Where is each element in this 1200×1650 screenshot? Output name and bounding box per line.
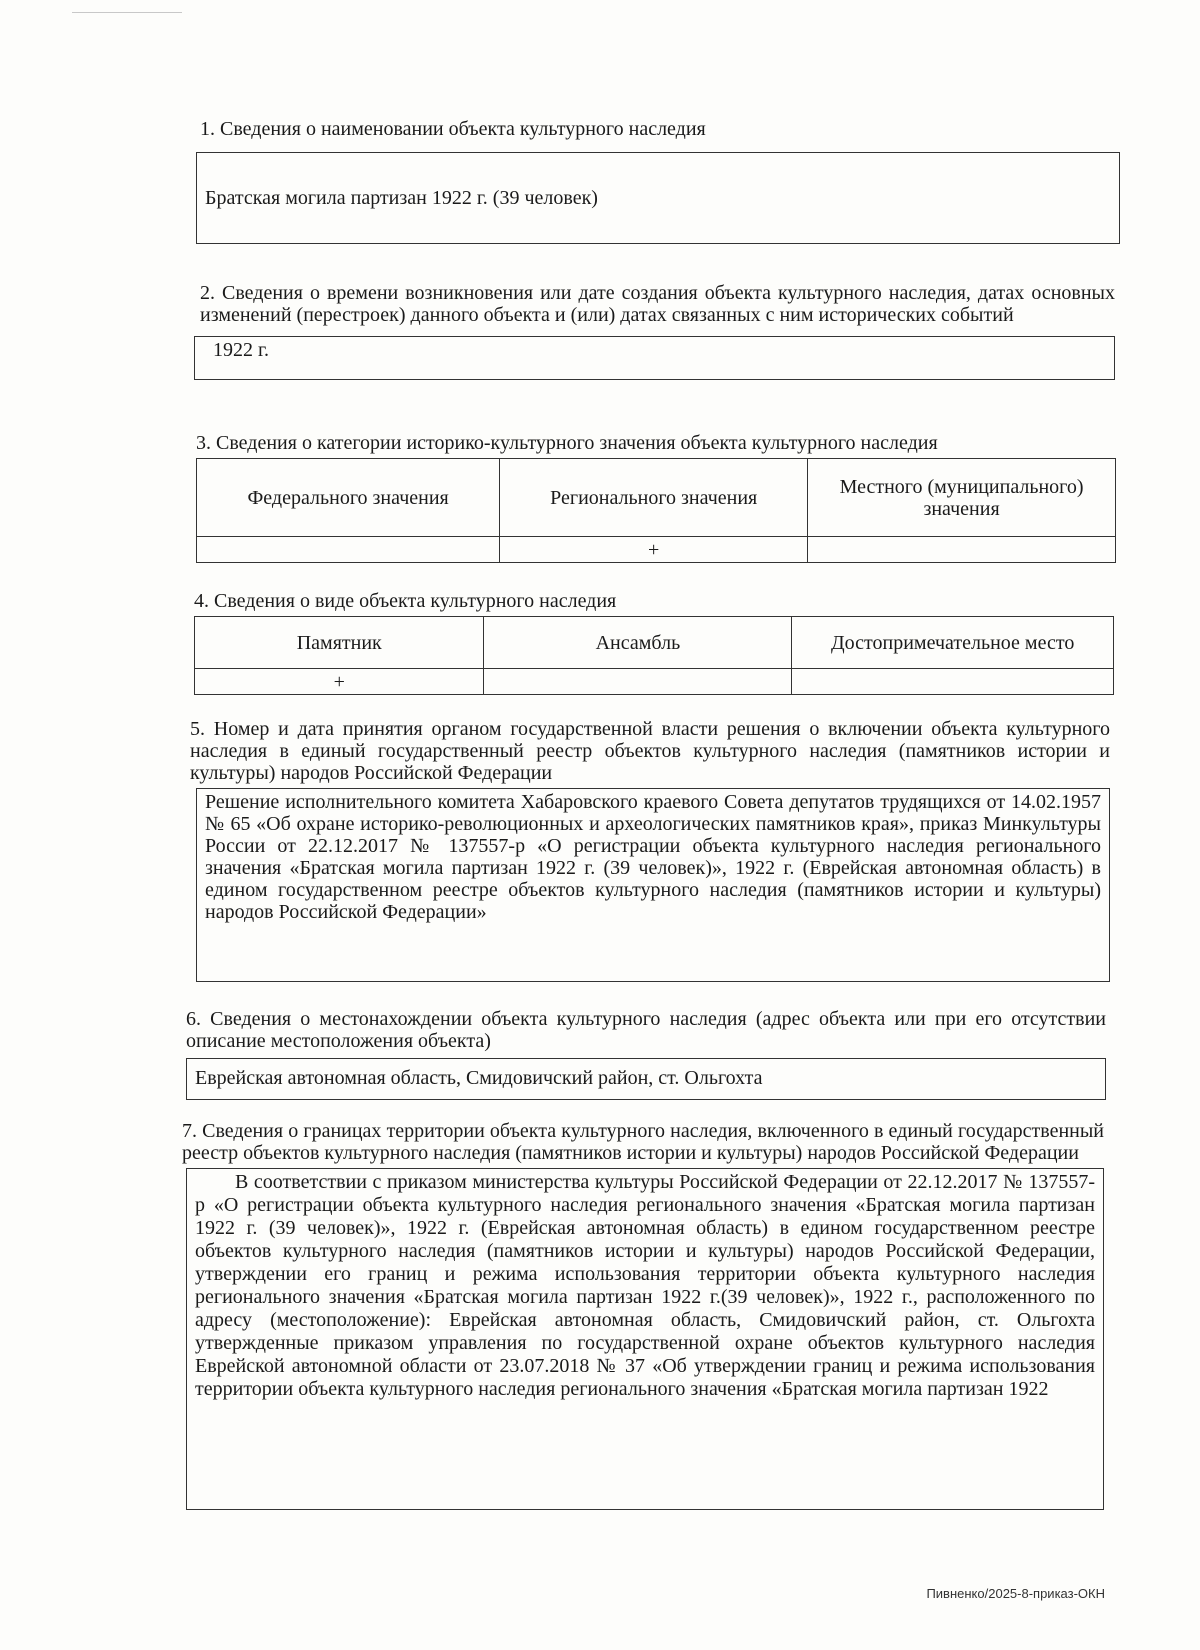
section-1 bbox=[200, 118, 1120, 244]
object-name: Братская могила партизан 1922 г. (39 человек) bbox=[205, 187, 598, 209]
section-1-name-box bbox=[196, 152, 1120, 244]
section-7-title: 7. Сведения о границах территории объекта культурного наследия, включенного в единый государственный реестр объектов культурного наследия (памятников истории и культуры) народов Российской Федерации bbox=[182, 1120, 1104, 1164]
object-address: Еврейская автономная область, Смидовичский район, ст. Ольгохта bbox=[195, 1067, 763, 1089]
mark-regional: + bbox=[500, 537, 808, 563]
object-type-table bbox=[194, 616, 1114, 695]
scan-artifact-line bbox=[72, 12, 182, 13]
section-2 bbox=[200, 282, 1115, 380]
section-3-title: 3. Сведения о категории историко-культурного значения объекта культурного наследия bbox=[196, 432, 938, 454]
mark-local bbox=[808, 537, 1116, 563]
section-5-title: 5. Номер и дата принятия органом государственной власти решения о включении объекта культурного наследия в единый государственный реестр объектов культурного наследия (памятников истории и культуры) народов Российской Федерации bbox=[190, 718, 1110, 784]
section-6 bbox=[186, 1008, 1106, 1100]
significance-table bbox=[196, 458, 1116, 563]
mark-ensemble bbox=[484, 669, 792, 695]
header-regional: Регионального значения bbox=[500, 459, 808, 537]
header-landmark: Достопримечательное место bbox=[792, 617, 1114, 669]
section-4-title: 4. Сведения о виде объекта культурного наследия bbox=[194, 590, 617, 612]
mark-federal bbox=[197, 537, 500, 563]
mark-monument: + bbox=[195, 669, 484, 695]
section-4 bbox=[194, 590, 1114, 695]
section-7-boundaries-box bbox=[186, 1168, 1104, 1510]
header-local: Местного (муниципального) значения bbox=[808, 459, 1116, 537]
section-6-title: 6. Сведения о местонахождении объекта культурного наследия (адрес объекта или при его отсутствии описание местоположения объекта) bbox=[186, 1008, 1106, 1052]
section-7 bbox=[182, 1120, 1104, 1510]
section-2-title: 2. Сведения о времени возникновения или дате создания объекта культурного наследия, датах основных изменений (перестроек) данного объекта и (или) датах связанных с ним исторических событий bbox=[200, 282, 1115, 326]
section-6-address-box bbox=[186, 1058, 1106, 1100]
section-5 bbox=[190, 718, 1110, 982]
section-2-date-box bbox=[194, 336, 1115, 380]
section-5-decision-box bbox=[196, 788, 1110, 982]
section-1-title: 1. Сведения о наименовании объекта культурного наследия bbox=[200, 118, 706, 140]
header-federal: Федерального значения bbox=[197, 459, 500, 537]
header-monument: Памятник bbox=[195, 617, 484, 669]
header-ensemble: Ансамбль bbox=[484, 617, 792, 669]
creation-date: 1922 г. bbox=[213, 339, 269, 361]
section-3 bbox=[196, 432, 1116, 563]
document-footer: Пивненко/2025-8-приказ-ОКН bbox=[926, 1586, 1105, 1601]
mark-landmark bbox=[792, 669, 1114, 695]
registry-decision: Решение исполнительного комитета Хабаровского краевого Совета депутатов трудящихся от 14.02.1957 № 65 «Об охране историко-революционных и археологических памятников края», приказ Минкультуры России от 22.12.2017 № 137557-р «О регистрации объекта культурного наследия регионального значения «Братская могила партизан 1922 г. (39 человек)», 1922 г. (Еврейская автономная область) в едином государственном реестре объектов культурного наследия (памятников истории и культуры) народов Российской Федерации» bbox=[205, 791, 1101, 923]
territory-boundaries: В соответствии с приказом министерства культуры Российской Федерации от 22.12.2017 № 137557-р «О регистрации объекта культурного наследия регионального значения «Братская могила партизан 1922 г. (39 человек)», 1922 г. (Еврейская автономная область) в едином государственном реестре объектов культурного наследия (памятников истории и культуры) народов Российской Федерации, утверждении его границ и режима использования территории объекта культурного наследия регионального значения «Братская могила партизан 1922 г.(39 человек)», 1922 г., расположенного по адресу (местоположение): Еврейская автономная область, Смидовичский район, ст. Ольгохта утвержденные приказом управления по государственной охране объектов культурного наследия Еврейской автономной области от 23.07.2018 № 37 «Об утверждении границ и режима использования территории объекта культурного наследия регионального значения «Братская могила партизан 1922 bbox=[195, 1171, 1095, 1400]
